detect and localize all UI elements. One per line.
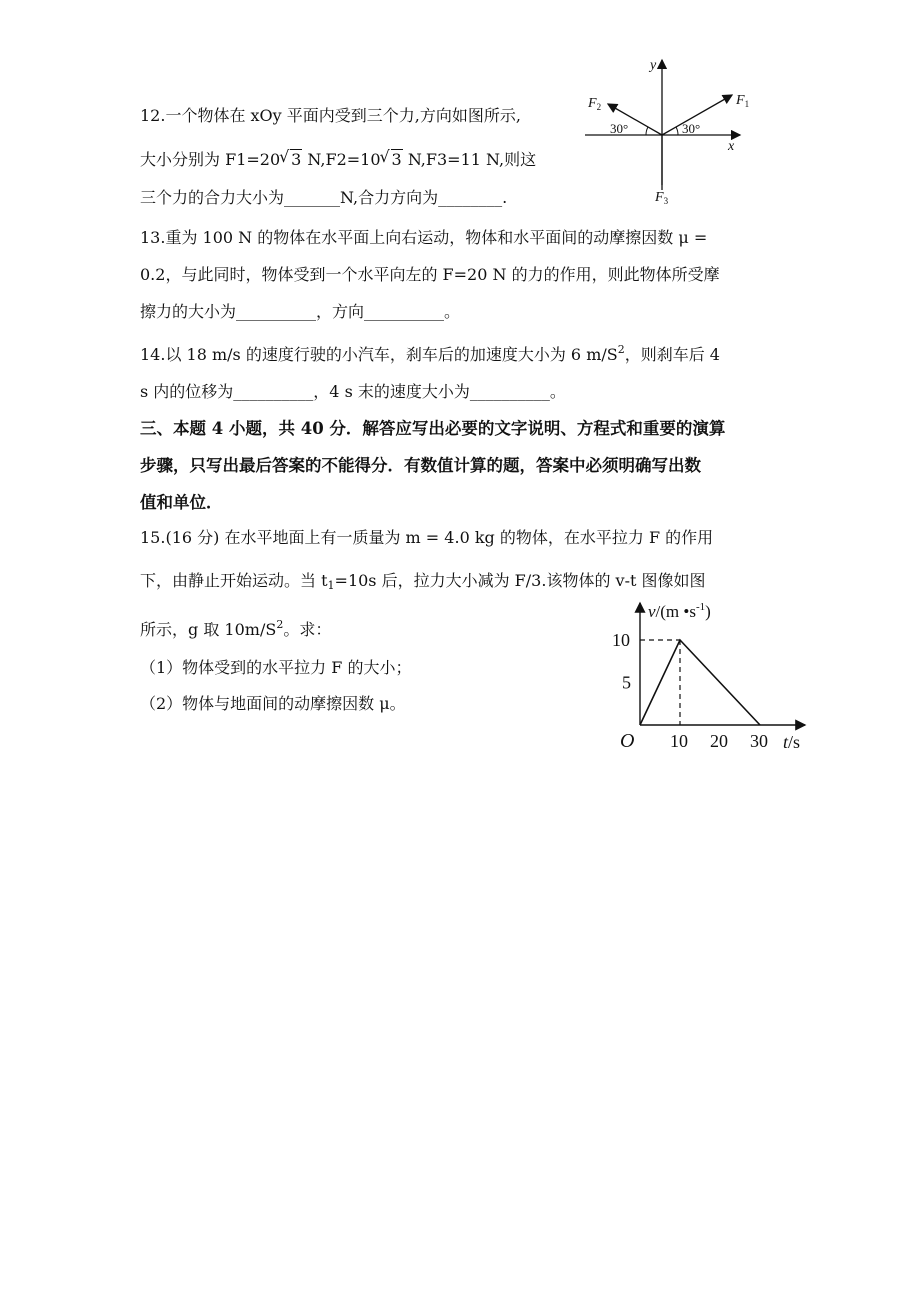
y-tick-label-10: 10 (612, 630, 630, 650)
force-diagram (580, 55, 760, 210)
q12-line-3: 三个力的合力大小为_______N,合力方向为________. (140, 188, 508, 207)
section3-line-1: 三、本题 4 小题，共 40 分．解答应写出必要的文字说明、方程式和重要的演算 (140, 419, 726, 438)
chart-origin-label: O (620, 730, 635, 752)
y-tick-label-5: 5 (622, 672, 631, 693)
q15-line-1: 15.(16 分) 在水平地面上有一质量为 m = 4.0 kg 的物体，在水平拉力 F 的作用 (140, 528, 714, 547)
x-tick-label-10: 10 (670, 731, 688, 751)
series-line-v (640, 640, 760, 725)
q13-line-2: 0.2，与此同时，物体受到一个水平向左的 F=20 N 的力的作用，则此物体所受摩 (140, 265, 720, 284)
chart-y-label: v/(m $•s^{-1}$) (648, 601, 711, 621)
f2-label: $F_2$ (588, 96, 602, 112)
f1-label: $F_1$ (736, 93, 750, 109)
sqrt-3b: √ 3 (382, 149, 403, 171)
q12-line-2: 大小分别为 F1=20√ 3 N,F2=10√ 3 N,F3=11 N,则这 (140, 149, 536, 171)
q14-line-1: 14.以 18 m/s 的速度行驶的小汽车，刹车后的加速度大小为 6 $m/S^2$，则刹车后 4 (140, 343, 720, 364)
q14-line-2: s 内的位移为__________，4 s 末的速度大小为__________。 (140, 382, 566, 401)
sqrt-3: √ 3 (281, 149, 302, 171)
vt-chart (600, 595, 815, 760)
q15-part-2: （2）物体与地面间的动摩擦因数 μ。 (140, 694, 406, 713)
angle-right-label: 30° (682, 121, 701, 136)
q15-part-1: （1）物体受到的水平拉力 F 的大小； (140, 658, 412, 677)
section3-line-2: 步骤，只写出最后答案的不能得分．有数值计算的题，答案中必须明确写出数 (140, 456, 701, 475)
f3-label: $F_3$ (655, 190, 669, 206)
q13-line-3: 擦力的大小为__________，方向__________。 (140, 302, 461, 321)
q15-line-3: 所示，g 取 $10m/S^2$。求： (140, 618, 332, 639)
chart-x-label: t/s (783, 732, 801, 752)
x-axis-label: x (728, 139, 735, 154)
x-tick-label-30: 30 (750, 731, 768, 751)
q15-line-2: 下，由静止开始运动。当 $t_1=10s$ 后，拉力大小减为 F/3.该物体的 v-t 图像如图 (140, 571, 706, 592)
y-axis-label: y (650, 58, 657, 73)
section3-line-3: 值和单位． (140, 493, 223, 512)
q13-line-1: 13.重为 100 N 的物体在水平面上向右运动，物体和水平面间的动摩擦因数 μ = (140, 228, 708, 247)
q12-line-1: 12.一个物体在 xOy 平面内受到三个力,方向如图所示, (140, 106, 521, 125)
angle-left-label: 30° (610, 121, 629, 136)
x-tick-label-20: 20 (710, 731, 728, 751)
